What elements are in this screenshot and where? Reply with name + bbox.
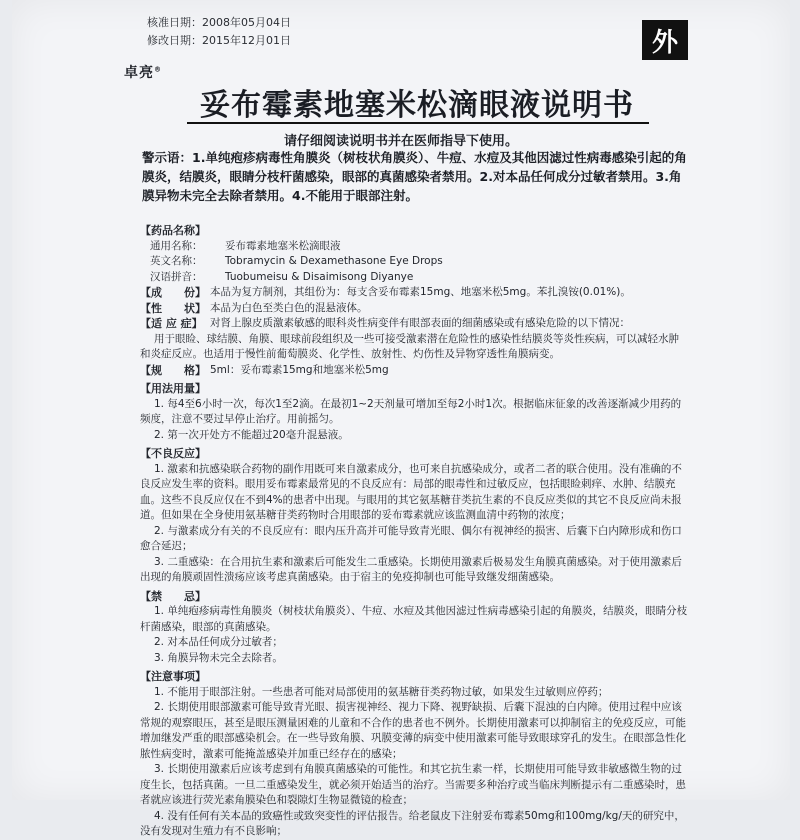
- brand-name: 卓亮: [124, 65, 154, 81]
- precautions-heading: 【注意事项】: [140, 670, 206, 683]
- warning-block: [142, 148, 692, 205]
- adverse-item-3: 3. 二重感染：在合用抗生素和激素后可能发生二重感染。长期使用激素后极易发生角膜真菌感染。对于使用激素后出现的角膜顽固性溃疡应该考虑真菌感染。由于宿主的免疫抑制也可能导致继发细菌感染。: [140, 555, 682, 583]
- ingredients-heading: 【成 份】: [140, 286, 206, 299]
- appearance-heading: 【性 状】: [140, 301, 206, 315]
- precaution-item-3: 3. 长期使用激素后应该考虑到有角膜真菌感染的可能性。和其它抗生素一样，长期使用可能导致非敏感微生物的过度生长，包括真菌。一旦二重感染发生，就必须开始适当的治疗。当需要多种治疗或当临床判断提示有二重感染时，患者就应该进行荧光素角膜染色和裂隙灯生物显微镜的检查；: [140, 763, 686, 806]
- approval-date: 核准日期：2008年05月04日: [147, 16, 291, 29]
- precaution-item-1: 1. 不能用于眼部注射。一些患者可能对局部使用的氨基糖苷类药物过敏，如果发生过敏则应停药；: [154, 685, 609, 698]
- document-title: 妥布霉素地塞米松滴眼液说明书: [200, 88, 634, 123]
- english-name-label: 英文名称：: [150, 255, 203, 267]
- ingredients-text: 本品为复方制剂，其组份为：每支含妥布霉素15mg、地塞米松5mg。苯扎溴铵(0.01%)。: [210, 286, 631, 298]
- english-name-value: Tobramycin & Dexamethasone Eye Drops: [225, 255, 443, 267]
- contraindications-heading: 【禁 忌】: [140, 589, 206, 603]
- indications-text: 对肾上腺皮质激素敏感的眼科炎性病变伴有眼部表面的细菌感染或有感染危险的以下情况：: [210, 317, 630, 329]
- precaution-item-2: 2. 长期使用眼部激素可能导致青光眼、损害视神经、视力下降、视野缺损、后囊下混浊的白内障。使用过程中应该常规的观察眼压，甚至是眼压测量困难的儿童和不合作的患者也不例外。长期使用激素可以抑制宿主的免疫反应，可能增加继发严重的眼部感染机会。在一些导致角膜、巩膜变薄的病变中使用激素可能导致眼球穿孔的发生。在眼部急性化脓性病变时，激素可能掩盖感染并加重已经存在的感染；: [140, 701, 686, 760]
- precaution-item-4: 4. 没有任何有关本品的致癌性或致突变性的评估报告。给老鼠皮下注射妥布霉素50mg和100mg/kg/天的研究中，没有发现对生殖力有不良影响；: [140, 809, 685, 837]
- contra-item-2: 2. 对本品任何成分过敏者；: [154, 636, 283, 648]
- adverse-heading: 【不良反应】: [140, 447, 206, 460]
- usage-item-1: 1. 每4至6小时一次，每次1至2滴。在最初1~2天剂量可增加至每2小时1次。根据临床征象的改善逐渐减少用药的频度，注意不要过早停止治疗。用前摇匀。: [140, 397, 682, 425]
- brand-logo: [124, 62, 162, 82]
- adverse-item-1: 1. 激素和抗感染联合药物的副作用既可来自激素成分，也可来自抗感染成分，或者二者的联合使用。没有准确的不良反应发生率的资料。眼用妥布霉素最常见的不良反应有：局部的眼毒性和过敏反应，包括眼睑刺痒、水肿、结膜充血。这些不良反应仅在不到4%的患者中出现。与眼用的其它氨基糖苷类抗生素的不良反应类似的其它不良反应尚未报道。但如果在全身使用氨基糖苷类药物时合用眼部的妥布霉素就应该监测血清中药物的浓度；: [140, 462, 682, 521]
- revision-date: 修改日期：2015年12月01日: [147, 34, 291, 47]
- pinyin-label: 汉语拼音：: [150, 270, 203, 283]
- leaflet-page: [12, 0, 790, 837]
- usage-heading: 【用法用量】: [140, 382, 206, 395]
- drug-name-heading: 【药品名称】: [140, 224, 206, 237]
- date-block: [147, 14, 291, 50]
- spec-text: 5ml：妥布霉素15mg和地塞米松5mg: [210, 363, 389, 376]
- warning-label: 警示语：: [142, 150, 193, 165]
- registered-mark: ®: [154, 65, 162, 74]
- subtitle: 请仔细阅读说明书并在医师指导下使用。: [283, 134, 518, 149]
- adverse-item-2: 2. 与激素成分有关的不良反应有：眼内压升高并可能导致青光眼、偶尔有视神经的损害、后囊下白内障形成和伤口愈合延迟；: [140, 524, 682, 552]
- usage-item-2: 2. 第一次开处方不能超过20毫升混悬液。: [154, 428, 349, 441]
- spec-heading: 【规 格】: [140, 363, 206, 377]
- indications-heading: 【适 应 症】: [140, 317, 203, 330]
- appearance-text: 本品为白色至类白色的混悬液体。: [210, 301, 368, 314]
- indications-detail: 用于眼睑、球结膜、角膜、眼球前段组织及一些可接受激素潜在危险性的感染性结膜炎等炎性疾病，可以减轻水肿和炎症反应。也适用于慢性前葡萄膜炎、化学性、放射性、灼伤性及异物穿透性角膜病变。: [140, 332, 679, 360]
- contra-item-3: 3. 角膜异物未完全去除者。: [154, 651, 283, 664]
- contra-item-1: 1. 单纯疱疹病毒性角膜炎（树枝状角膜炎）、牛痘、水痘及其他因滤过性病毒感染引起的角膜炎，结膜炎，眼睛分枝杆菌感染，眼部的真菌感染。: [140, 605, 688, 633]
- generic-name-label: 通用名称：: [150, 239, 203, 252]
- warning-text: 1.单纯疱疹病毒性角膜炎（树枝状角膜炎）、牛痘、水痘及其他因滤过性病毒感染引起的角膜炎，结膜炎，眼睛分枝杆菌感染，眼部的真菌感染者禁用。2.对本品任何成分过敏者禁用。3.角膜异物未完全去除者禁用。4.不能用于眼部注射。: [142, 150, 687, 203]
- pinyin-value: Tuobumeisu & Disaimisong Diyanye: [225, 270, 414, 283]
- generic-name-value: 妥布霉素地塞米松滴眼液: [225, 239, 341, 252]
- leaflet-body: [140, 220, 688, 840]
- external-use-badge: 外: [642, 20, 688, 60]
